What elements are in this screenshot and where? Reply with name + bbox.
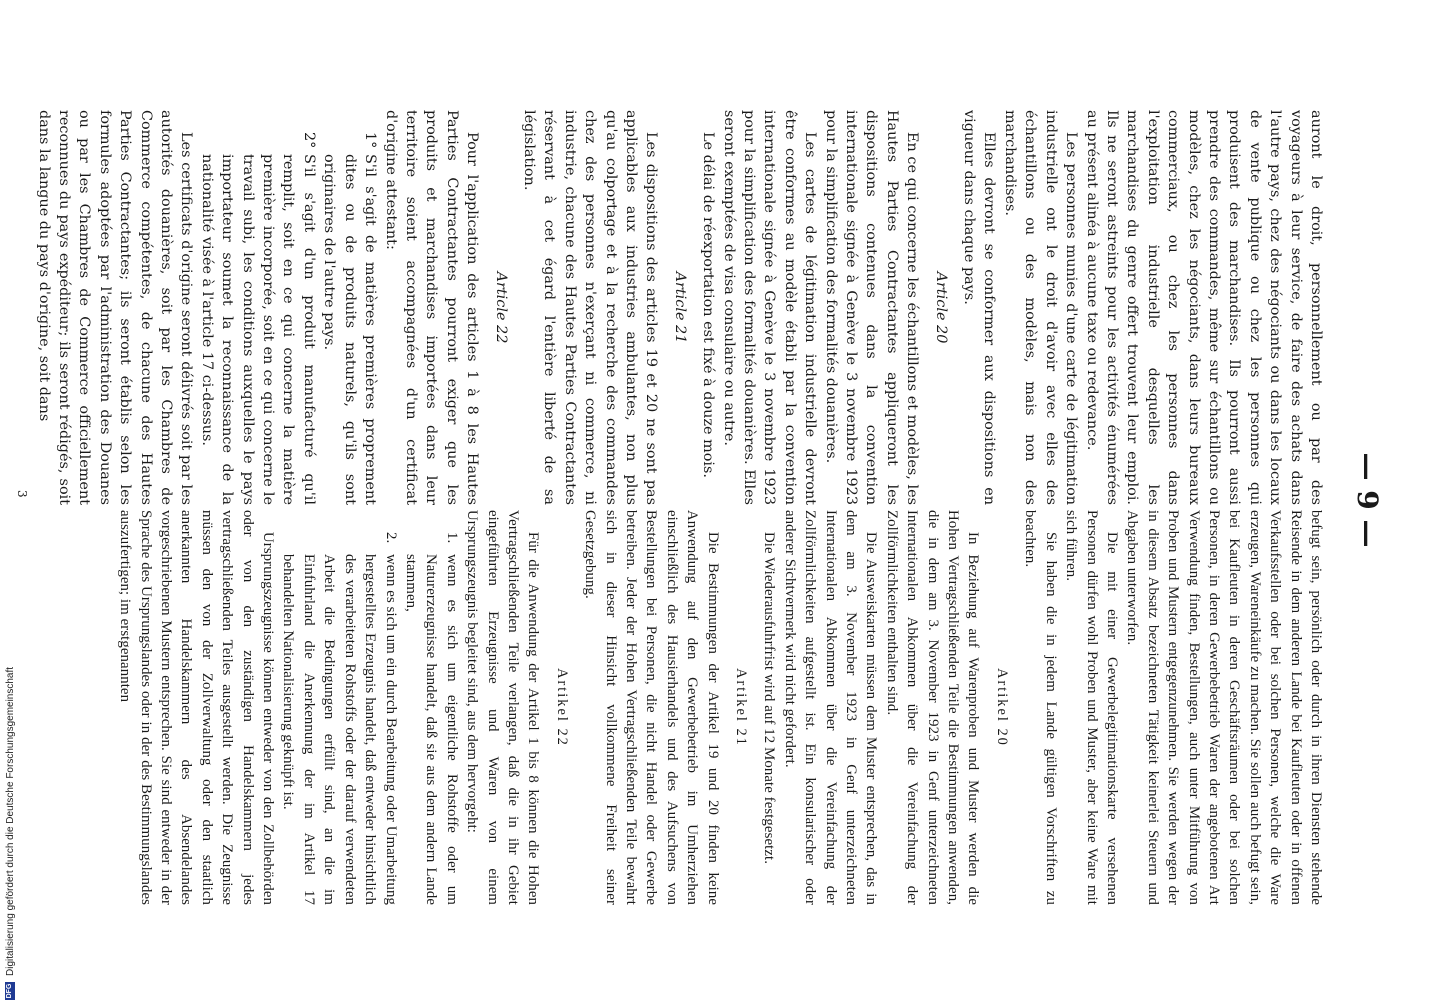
list-number: 2. <box>382 532 399 544</box>
fr-paragraph: Le délai de réexportation est fixé à douze mois. <box>700 132 717 478</box>
list-number: 1. <box>443 532 460 544</box>
list-text: wenn es sich um eigentliche Rohstoffe oder um Naturerzeugnisse handelt, daß sie aus dem andern Lande stammen, <box>402 554 460 905</box>
list-text: S'il s'agit d'un produit manufacturé qu'il remplit, soit en ce qui concerne la matière première incorporée, soit en ce qui concerne le travail subi, les conditions auxquelles le pays importateur soumet la reconnaissance de la nationalité visée à l'article 17 ci-dessus. <box>198 154 317 505</box>
fr-article-22-title: Article 22 <box>492 271 509 344</box>
sheet-number: 3 <box>15 490 29 498</box>
dfg-logo: DFG <box>6 983 14 999</box>
list-item <box>319 132 380 505</box>
de-paragraph: Die Ausweiskarten müssen dem Muster entsprechen, das in dem am 3. November 1923 in Genf unterzeichneten Internationalen Abkommen über die Vereinfachung der Zollförmlichkeiten aufgestellt ist. Ein konsularischer oder anderer Sichtvermerk wird nicht gefordert. <box>781 510 880 905</box>
de-paragraph: Ursprungszeugnisse können entweder von den Zollbehörden oder von den zuständigen Handelskammern jedes vertragschließenden Teiles ausgestellt werden. Die Zeugnisse müssen den von der Zollverwaltung oder den staatlich anerkannten Handelskammern des Absendelandes vorgeschriebenen Mustern entsprechen. Sie sind entweder in der Sprache des Ursprungslandes oder in der des Bestimmungslandes auszufertigen; im erstgenannten <box>117 510 277 905</box>
footer-note: Digitalisierung gefördert durch die Deutsche Forschungsgemeinschaft <box>5 666 16 976</box>
fr-article-20-title: Article 20 <box>932 271 949 344</box>
fr-paragraph: Les certificats d'origine seront délivrés soit par les autorités douanières, soit par les Chambres de Commerce compétentes, de chacune des Hautes Parties Contractantes; ils seront établis selon les formules adoptées par l'administration des Douanes ou par les Chambres de Commerce officiellement reconnues du pays expéditeur; ils seront rédigés, soit dans la langue du pays d'origine, soit dans <box>35 110 195 505</box>
fr-condition-list <box>196 110 380 505</box>
de-condition-list <box>278 510 462 905</box>
fr-article-21-title: Article 21 <box>671 271 688 344</box>
de-article-21-title: Artikel 21 <box>733 668 750 747</box>
german-column <box>115 510 1326 905</box>
digitization-footer <box>0 0 22 1000</box>
list-item <box>401 532 462 905</box>
de-paragraph: befugt sein, persönlich oder durch in ihren Diensten stehende Reisende in dem anderen Lande bei Kaufleuten oder in offenen Verkaufsstellen oder bei solchen Personen, welche die Ware erzeugen, Wareneinkäufe zu machen. Sie sollen auch befugt sein, bei Kaufleuten in deren Geschäftsräumen oder bei solchen Personen, in deren Gewerbebetrieb Waren der angebotenen Art Verwendung finden, Bestellungen, auch unter Mitführung von Proben und Mustern entgegenzunehmen. Sie werden wegen der in diesem Absatz bezeichneten Tätigkeit keinerlei Steuern und Abgaben unterworfen. <box>1124 510 1324 905</box>
de-article-22-title: Artikel 22 <box>553 668 570 747</box>
fr-paragraph: Elles devront se conformer aux dispositions en vigueur dans chaque pays. <box>961 110 998 505</box>
list-number: 1° <box>362 132 379 149</box>
de-article-20-title: Artikel 20 <box>993 668 1010 747</box>
list-number: 2° <box>300 132 317 149</box>
de-paragraph: Die Bestimmungen der Artikel 19 und 20 finden keine Anwendung auf den Gewerbebetrieb im Umherziehen einschließlich des Hausierhandels und des Aufsuchens von Bestellungen bei Personen, die nicht Handel oder Gewerbe betreiben. Jeder der Hohen Vertragschließenden Teile bewahrt sich in dieser Hinsicht vollkommene Freiheit seiner Gesetzgebung. <box>582 510 721 905</box>
de-paragraph: Sie haben die in jedem Lande gültigen Vorschriften zu beachten. <box>1022 510 1059 905</box>
fr-paragraph: Les dispositions des articles 19 et 20 ne sont pas applicables aux industries ambulantes, non plus qu'au colportage et à la recherche des commandes chez des personnes n'exerçant ni commerce, ni industrie, chacune des Hautes Parties Contractantes réservant à cet égard l'entière liberté de sa législation. <box>520 110 660 505</box>
fr-paragraph: Pour l'application des articles 1 à 8 les Hautes Parties Contractantes pourront exiger que les produits et marchandises importées dans leur territoire soient accompagnées d'un certificat d'origine attestant: <box>382 110 481 505</box>
list-text: S'il s'agit de matières premières proprement dites ou de produits naturels, qu'ils sont originaires de l'autre pays. <box>321 154 379 505</box>
list-item <box>278 532 400 905</box>
fr-paragraph: Les personnes munies d'une carte de légitimation industrielle ont le droit d'avoir avec elles des échantillons ou des modèles, mais non des marchandises. <box>1001 110 1080 505</box>
fr-paragraph: En ce qui concerne les échantillons et modèles, les Hautes Parties Contractantes appliqueront les dispositions contenues dans la convention internationale signée à Genève le 3 novembre 1923 pour la simplification des formalités douanières. <box>822 110 921 505</box>
de-paragraph: Die mit einer Gewerbelegitimationskarte versehenen Personen dürfen wohl Proben und Muster, aber keine Ware mit sich führen. <box>1063 510 1120 905</box>
de-paragraph: In Beziehung auf Warenproben und Muster werden die Hohen Vertragschließenden Teile die Bestimmungen anwenden, die in dem am 3. November 1923 in Genf unterzeichneten Internationalen Abkommen über die Vereinfachung der Zollförmlichkeiten enthalten sind. <box>883 510 982 905</box>
de-paragraph: Für die Anwendung der Artikel 1 bis 8 können die Hohen Vertragschließenden Teile verlangen, daß die in ihr Gebiet eingeführten Erzeugnisse und Waren von einem Ursprungszeugnis begleitet sind, aus dem hervorgeht: <box>464 510 542 905</box>
de-paragraph: Die Wiederausfuhrfrist wird auf 12 Monate festgesetzt. <box>761 532 778 865</box>
fr-paragraph: Les cartes de légitimation industrielle devront être conformes au modèle établi par la convention internationale signée à Genève le 3 novembre 1923 pour la simplification des formalités douanières. Elles seront exemptées de visa consulaire ou autre. <box>720 110 819 505</box>
page-number: — 9 — <box>1351 452 1384 548</box>
french-column <box>33 110 1326 505</box>
fr-paragraph: auront le droit, personnellement ou par des voyageurs à leur service, de faire des achats dans l'autre pays, chez des négociants ou dans les locaux de vente publique ou chez les personnes qui produisent des marchandises. Ils pourront aussi prendre des commandes, même sur échantillons ou modèles, chez les négociants, dans leurs bureaux commerciaux, ou chez les personnes dans l'exploitation industrielle desquelles les marchandises du genre offert trouvent leur emploi. Ils ne seront astreints pour les activités énumérées au présent alinéa à aucune taxe ou redevance. <box>1083 110 1324 505</box>
list-text: wenn es sich um ein durch Bearbeitung oder Umarbeitung hergestelltes Erzeugnis handelt, daß entweder hinsichtlich des verarbeiteten Rohstoffs oder der darauf verwendeten Arbeit die Bedingungen erfüllt sind, an die im Einfuhrland die Anerkennung der im Artikel 17 behandelten Nationalisierung geknüpft ist. <box>280 554 399 905</box>
list-item <box>196 132 318 505</box>
